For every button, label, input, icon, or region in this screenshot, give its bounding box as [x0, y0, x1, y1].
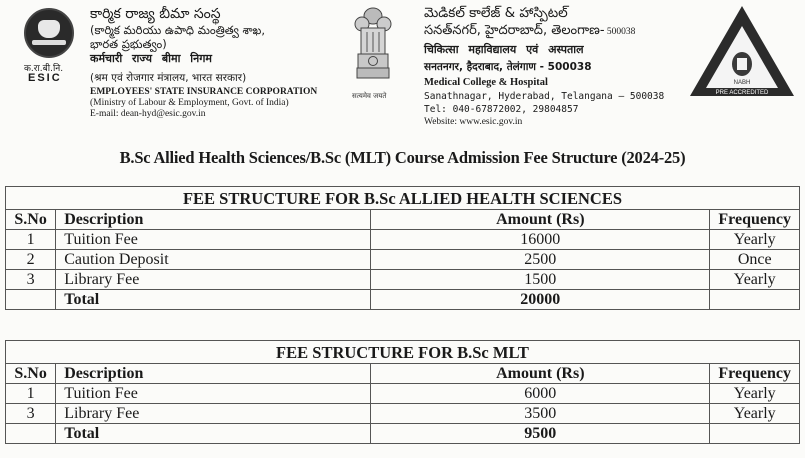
column-header-frequency: Frequency	[710, 210, 800, 230]
nabh-accreditation-badge-icon	[688, 4, 796, 100]
total-amount: 20000	[371, 290, 710, 310]
esic-letterhead	[90, 6, 352, 120]
hospital-telephone: Tel: 040-67872002, 29804857	[424, 104, 579, 115]
table-caption: FEE STRUCTURE FOR B.Sc ALLIED HEALTH SCIENCES	[6, 187, 800, 210]
hospital-hindi-title: चिकित्सा महाविद्यालय एवं अस्पताल	[424, 43, 584, 56]
esic-telugu-title: కార్మిక రాజ్య బీమా సంస్థ	[90, 6, 221, 22]
esic-english-title: EMPLOYEES' STATE INSURANCE CORPORATION	[90, 87, 318, 97]
fee-table-allied-health-sciences	[5, 186, 800, 310]
esic-hindi-title: कर्मचारी राज्य बीमा निगम	[90, 52, 212, 65]
total-label: Total	[56, 290, 371, 310]
svg-text:NABH: NABH	[733, 80, 751, 86]
esic-telugu-ministry: (కార్మిక మరియు ఉపాధి మంత్రిత్వ శాఖ,	[90, 23, 265, 37]
hospital-letterhead	[424, 5, 724, 129]
esic-logo-icon	[24, 8, 74, 58]
esic-abbreviation: ESIC	[28, 72, 62, 84]
column-header-sno: S.No	[6, 210, 56, 230]
column-header-amount: Amount (Rs)	[371, 364, 710, 384]
esic-telugu-govt: భారత ప్రభుత్వం)	[90, 37, 167, 51]
column-header-frequency: Frequency	[710, 364, 800, 384]
esic-email: E-mail: dean-hyd@esic.gov.in	[90, 109, 206, 119]
hospital-english-title: Medical College & Hospital	[424, 77, 548, 88]
total-label: Total	[56, 424, 371, 444]
document-title: B.Sc Allied Health Sciences/B.Sc (MLT) Course Admission Fee Structure (2024-25)	[119, 148, 686, 167]
table-caption: FEE STRUCTURE FOR B.Sc MLT	[6, 341, 800, 364]
table-row: 2 Caution Deposit 2500 Once	[6, 250, 800, 270]
hospital-english-address: Sanathnagar, Hyderabad, Telangana – 500038	[424, 91, 665, 102]
total-amount: 9500	[371, 424, 710, 444]
esic-hindi-abbreviation: क.रा.बी.नि.	[24, 64, 64, 74]
table-row: 1 Tuition Fee 6000 Yearly	[6, 384, 800, 404]
esic-hindi-ministry: (श्रम एवं रोजगार मंत्रालय, भारत सरकार)	[90, 72, 247, 84]
hospital-telugu-address: సనత్‌నగర్, హైదరాబాద్, తెలంగాణ- 500038	[424, 23, 636, 38]
emblem-motto: सत्यमेव जयते	[352, 92, 387, 100]
svg-text:PRE ACCREDITED: PRE ACCREDITED	[715, 90, 769, 96]
total-row	[6, 424, 800, 444]
hospital-hindi-address: सनतनगर, हैदराबाद, तेलंगाण - 500038	[424, 61, 592, 73]
hospital-telugu-title: మెడికల్ కాలేజ్ & హాస్పిటల్	[424, 5, 568, 21]
table-row: 3 Library Fee 3500 Yearly	[6, 404, 800, 424]
fee-table-mlt	[5, 340, 800, 444]
column-header-description: Description	[56, 364, 371, 384]
hospital-website: Website: www.esic.gov.in	[424, 117, 523, 127]
total-row	[6, 290, 800, 310]
table-row: 1 Tuition Fee 16000 Yearly	[6, 230, 800, 250]
column-header-sno: S.No	[6, 364, 56, 384]
national-emblem-icon	[352, 4, 394, 88]
column-header-amount: Amount (Rs)	[371, 210, 710, 230]
column-header-description: Description	[56, 210, 371, 230]
table-row: 3 Library Fee 1500 Yearly	[6, 270, 800, 290]
esic-english-ministry: (Ministry of Labour & Employment, Govt. of India)	[90, 98, 289, 108]
